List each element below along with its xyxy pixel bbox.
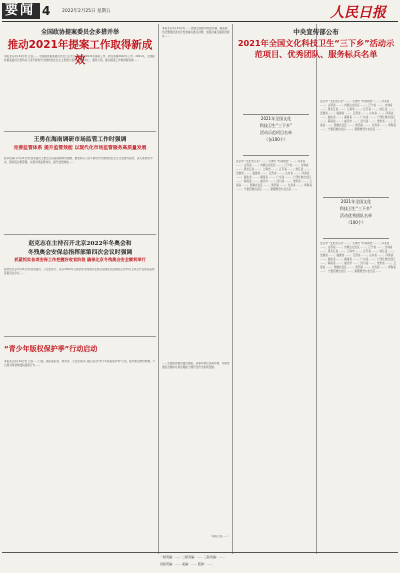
subhead-line: 科技卫生“三下乡” (339, 206, 373, 211)
subhead-line: 2021年全国文化 (340, 199, 372, 204)
col3-list-right-top: 北京市 “文化进万家”……；天津市 “科技助农”……；河北省 ……；山西省 ……；内蒙古自治区 ……；辽宁省 ……；吉林省 ……；黑龙江省 ……；上海市 ……；江苏省 ……；浙江省 ……；安徽省 ……；福建省 ……；江西省 ……；山东省 ……；河南省 ……；湖北省 ……；湖南省 ……；广东省 ……；广西壮族自治区 ……；海南省 ……；重庆市 ……；四川省 ……；贵州省 ……；云南省 ……；西藏自治区 ……；陕西省 ……；甘肃省 ……；青海省 ……；宁夏回族自治区 ……；新疆维吾尔自治区 …… (320, 100, 396, 131)
subhead-line: 2021年全国文化 (260, 116, 292, 121)
subhead-line: （各100个） (264, 137, 288, 142)
subhead-line: 科技卫生“三下乡” (259, 123, 293, 128)
column-divider (316, 24, 317, 554)
col2-body-top: 本报北京2月24日电 ……按照全国政协党组部署，提案委员会聚焦经济社会发展重点难点问题，加强对重点提案的督办…… (162, 27, 230, 38)
article1-body: 本报北京2月24日电 记者…… 全国政协提案委员会近日召开会议，总结2021年提案工作，研究部署2022年工作。2021年，全国政协提案委员会坚持以习近平新时代中国特色社会主义思想为指导，围绕中心、服务大局，推动提案工作取得新成效…… (4, 55, 155, 62)
col2-credit: （本报记者……） (209, 535, 230, 538)
article2-body: 新华社海口2月24日电 国务委员王勇近日在海南调研时强调，要坚持以习近平新时代中国特色社会主义思想为指导，深入贯彻党中央、国务院决策部署，完善市场监管体系，提升监管效能…… (4, 157, 153, 164)
article1-kicker: 全国政协提案委员会多措并举 (40, 29, 119, 36)
article3-title-2: 冬残奥会安保总指挥部第四次会议时强调 (27, 250, 133, 256)
subhead-line: 活动优秀团队名单 (340, 213, 372, 218)
subhead-line: （100个） (346, 220, 366, 225)
article3-subtitle: 抓紧抓实各项安保工作把握好收官阶段 确保北京冬残奥会安全顺利举行 (14, 257, 146, 262)
page-number: 4 (42, 4, 51, 18)
date-line: 2022年2月25日 星期五 (62, 9, 111, 14)
col3-list-left: 北京市 “文化进万家”……；天津市 “科技助农”……；河北省 ……；山西省 ……；内蒙古自治区 ……；辽宁省 ……；吉林省 ……；黑龙江省 ……；上海市 ……；江苏省 ……；浙江省 ……；安徽省 ……；福建省 ……；江西省 ……；山东省 ……；河南省 ……；湖北省 ……；湖南省 ……；广东省 ……；广西壮族自治区 ……；海南省 ……；重庆市 ……；四川省 ……；贵州省 ……；云南省 ……；西藏自治区 ……；陕西省 ……；甘肃省 ……；青海省 ……；宁夏回族自治区 ……；新疆维吾尔自治区 …… (236, 160, 312, 191)
subhead-box (323, 197, 389, 239)
footer-line-1: 一版责编：…… 二版责编：…… 三版责编：…… (160, 555, 225, 559)
article-rule (4, 336, 156, 337)
article2-title-2: 完善监管体系 提升监管效能 以现代化市场监管服务高质量发展 (13, 146, 147, 151)
column-divider (232, 24, 233, 554)
article3-body: 新华社北京2月24日电 国务委员、公安部部长、北京2022年冬奥会和冬残奥会安保总指挥部总指挥赵克志24日主持召开安保总指挥部第四次会议…… (4, 268, 155, 275)
article4-body: 本报北京2月24日电 记者……日前，国家版权局、教育部、公安部等部门联合启动“青少年版权保护季”行动，集中整治教材教辅、少儿图书等领域侵权盗版行为…… (4, 360, 156, 367)
footer-line-2: 四版责编：…… 美编：…… 照排：…… (160, 562, 213, 566)
subhead-box (243, 114, 309, 156)
header-rule (2, 21, 398, 22)
col3-kicker: 中央宣传部公布 (293, 28, 339, 36)
subhead-line: 活动示范项目名单 (260, 130, 292, 135)
article-rule (4, 234, 156, 235)
section-label: 要闻 (5, 3, 36, 18)
article1-title: 推动2021年提案工作取得新成效 (7, 39, 153, 66)
masthead: 人民日报 (330, 5, 386, 21)
col2-body-bottom: ……全国政协委员提出提案，各承办单位认真办理，为推进国家治理体系和治理能力现代化作出积极贡献。 (162, 362, 230, 369)
column-divider (158, 24, 159, 554)
footer-rule (2, 552, 398, 553)
col3-list-right-bottom: 北京市 “文化进万家”……；天津市 “科技助农”……；河北省 ……；山西省 ……；内蒙古自治区 ……；辽宁省 ……；吉林省 ……；黑龙江省 ……；上海市 ……；江苏省 ……；浙江省 ……；安徽省 ……；福建省 ……；江西省 ……；山东省 ……；河南省 ……；湖北省 ……；湖南省 ……；广东省 ……；广西壮族自治区 ……；海南省 ……；重庆市 ……；四川省 ……；贵州省 ……；云南省 ……；西藏自治区 ……；陕西省 ……；甘肃省 ……；青海省 ……；宁夏回族自治区 ……；新疆维吾尔自治区 …… (320, 242, 396, 273)
article2-title-1: 王勇在海南调研市场监管工作时强调 (33, 137, 127, 143)
article4-title: “青少年版权保护季”行动启动 (4, 345, 98, 353)
col3-title: 2021年全国文化科技卫生“三下乡”活动示范项目、优秀团队、服务标兵名单 (237, 38, 395, 59)
article-rule (4, 131, 156, 132)
article3-title-1: 赵克志在主持召开北京2022年冬奥会和 (28, 241, 132, 247)
